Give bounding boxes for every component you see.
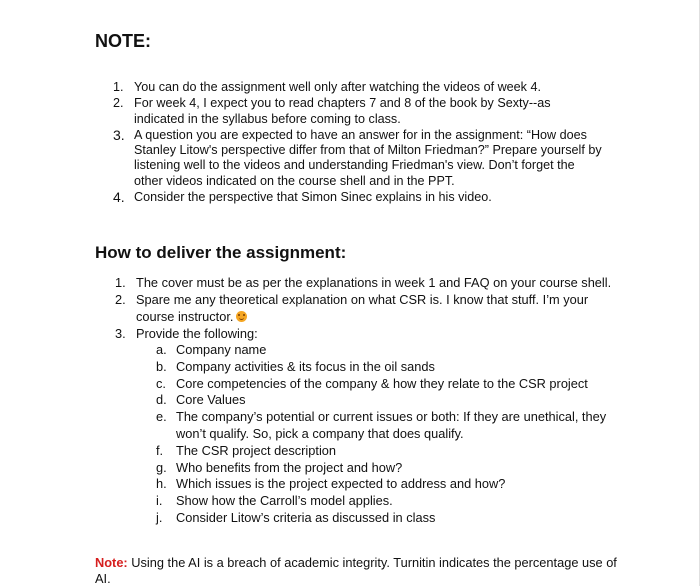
notes-list xyxy=(113,80,604,206)
sublist-letter: c. xyxy=(156,375,166,391)
list-number: 2. xyxy=(115,292,126,307)
list-number: 3. xyxy=(115,326,126,341)
deliver-heading: How to deliver the assignment: xyxy=(95,243,347,262)
sublist-letter: j. xyxy=(156,509,163,525)
list-item xyxy=(115,274,626,291)
sublist-item-text: The company’s potential or current issues or both: If they are unethical, they won’t qualify. So, pick a company that does qualify. xyxy=(176,409,607,441)
ai-integrity-note xyxy=(95,555,625,587)
list-item-text: A question you are expected to have an answer for in the assignment: “How does Stanley Litow's perspective differ from that of Milton Friedman?” Prepare yourself by listening well to the videos and understanding Friedman's view. Don’t forget the other videos indicated on the course shell and in the PPT. xyxy=(134,127,602,188)
list-item-text: Consider the perspective that Simon Sinec explains in his video. xyxy=(134,190,492,205)
sublist-item xyxy=(156,442,626,460)
sublist-letter: a. xyxy=(156,342,167,357)
sublist-item xyxy=(156,375,626,393)
sublist-item xyxy=(156,358,626,376)
sublist-letter: h. xyxy=(156,476,167,492)
list-item xyxy=(113,189,604,206)
list-item xyxy=(113,80,604,95)
list-item-text: You can do the assignment well only after watching the videos of week 4. xyxy=(134,80,541,94)
list-item-text: Spare me any theoretical explanation on what CSR is. I know that stuff. I’m your course instructor. xyxy=(136,292,589,324)
sublist-item xyxy=(156,476,626,493)
sublist-item-text: Company activities & its focus in the oil sands xyxy=(176,358,435,374)
sublist-item-text: Consider Litow’s criteria as discussed in class xyxy=(176,509,436,525)
note-label: Note: xyxy=(95,555,128,570)
sublist-item-text: Who benefits from the project and how? xyxy=(176,459,403,475)
sublist-item xyxy=(156,342,626,359)
list-item-text: Provide the following: xyxy=(136,326,258,341)
sublist-item-text: Core competencies of the company & how they relate to the CSR project xyxy=(176,375,588,391)
provide-sublist xyxy=(156,342,626,527)
sublist-letter: f. xyxy=(156,442,164,458)
sublist-item-text: The CSR project description xyxy=(176,442,337,458)
list-item-text: The cover must be as per the explanations in week 1 and FAQ on your course shell. xyxy=(136,275,612,290)
sublist-letter: g. xyxy=(156,459,167,475)
list-item xyxy=(115,291,626,325)
list-item xyxy=(115,325,626,527)
sublist-item-text: Which issues is the project expected to address and how? xyxy=(176,476,506,492)
smiling-face-icon xyxy=(236,311,247,322)
sublist-item-text: Show how the Carroll’s model applies. xyxy=(176,493,393,509)
list-number: 3. xyxy=(113,126,125,143)
sublist-letter: i. xyxy=(156,493,163,509)
sublist-item xyxy=(156,459,626,477)
sublist-item xyxy=(156,409,626,443)
sublist-item xyxy=(156,392,626,409)
sublist-item-text: Company name xyxy=(176,342,267,357)
list-number: 1. xyxy=(113,80,124,94)
sublist-item xyxy=(156,509,626,527)
list-item xyxy=(113,96,604,127)
sublist-item xyxy=(156,493,626,510)
list-number: 4. xyxy=(113,189,125,206)
list-number: 2. xyxy=(113,96,124,111)
note-heading: NOTE: xyxy=(95,31,151,51)
sublist-letter: e. xyxy=(156,409,167,425)
sublist-letter: d. xyxy=(156,392,167,408)
note-text: Using the AI is a breach of academic integrity. Turnitin indicates the percentage use of AI. xyxy=(95,555,617,586)
deliver-list xyxy=(115,274,626,527)
list-item-text: For week 4, I expect you to read chapters 7 and 8 of the book by Sexty--as indicated in the syllabus before coming to class. xyxy=(134,96,551,126)
sublist-item-text: Core Values xyxy=(176,392,246,408)
list-number: 1. xyxy=(115,275,126,290)
sublist-letter: b. xyxy=(156,358,167,374)
list-item xyxy=(113,126,604,189)
